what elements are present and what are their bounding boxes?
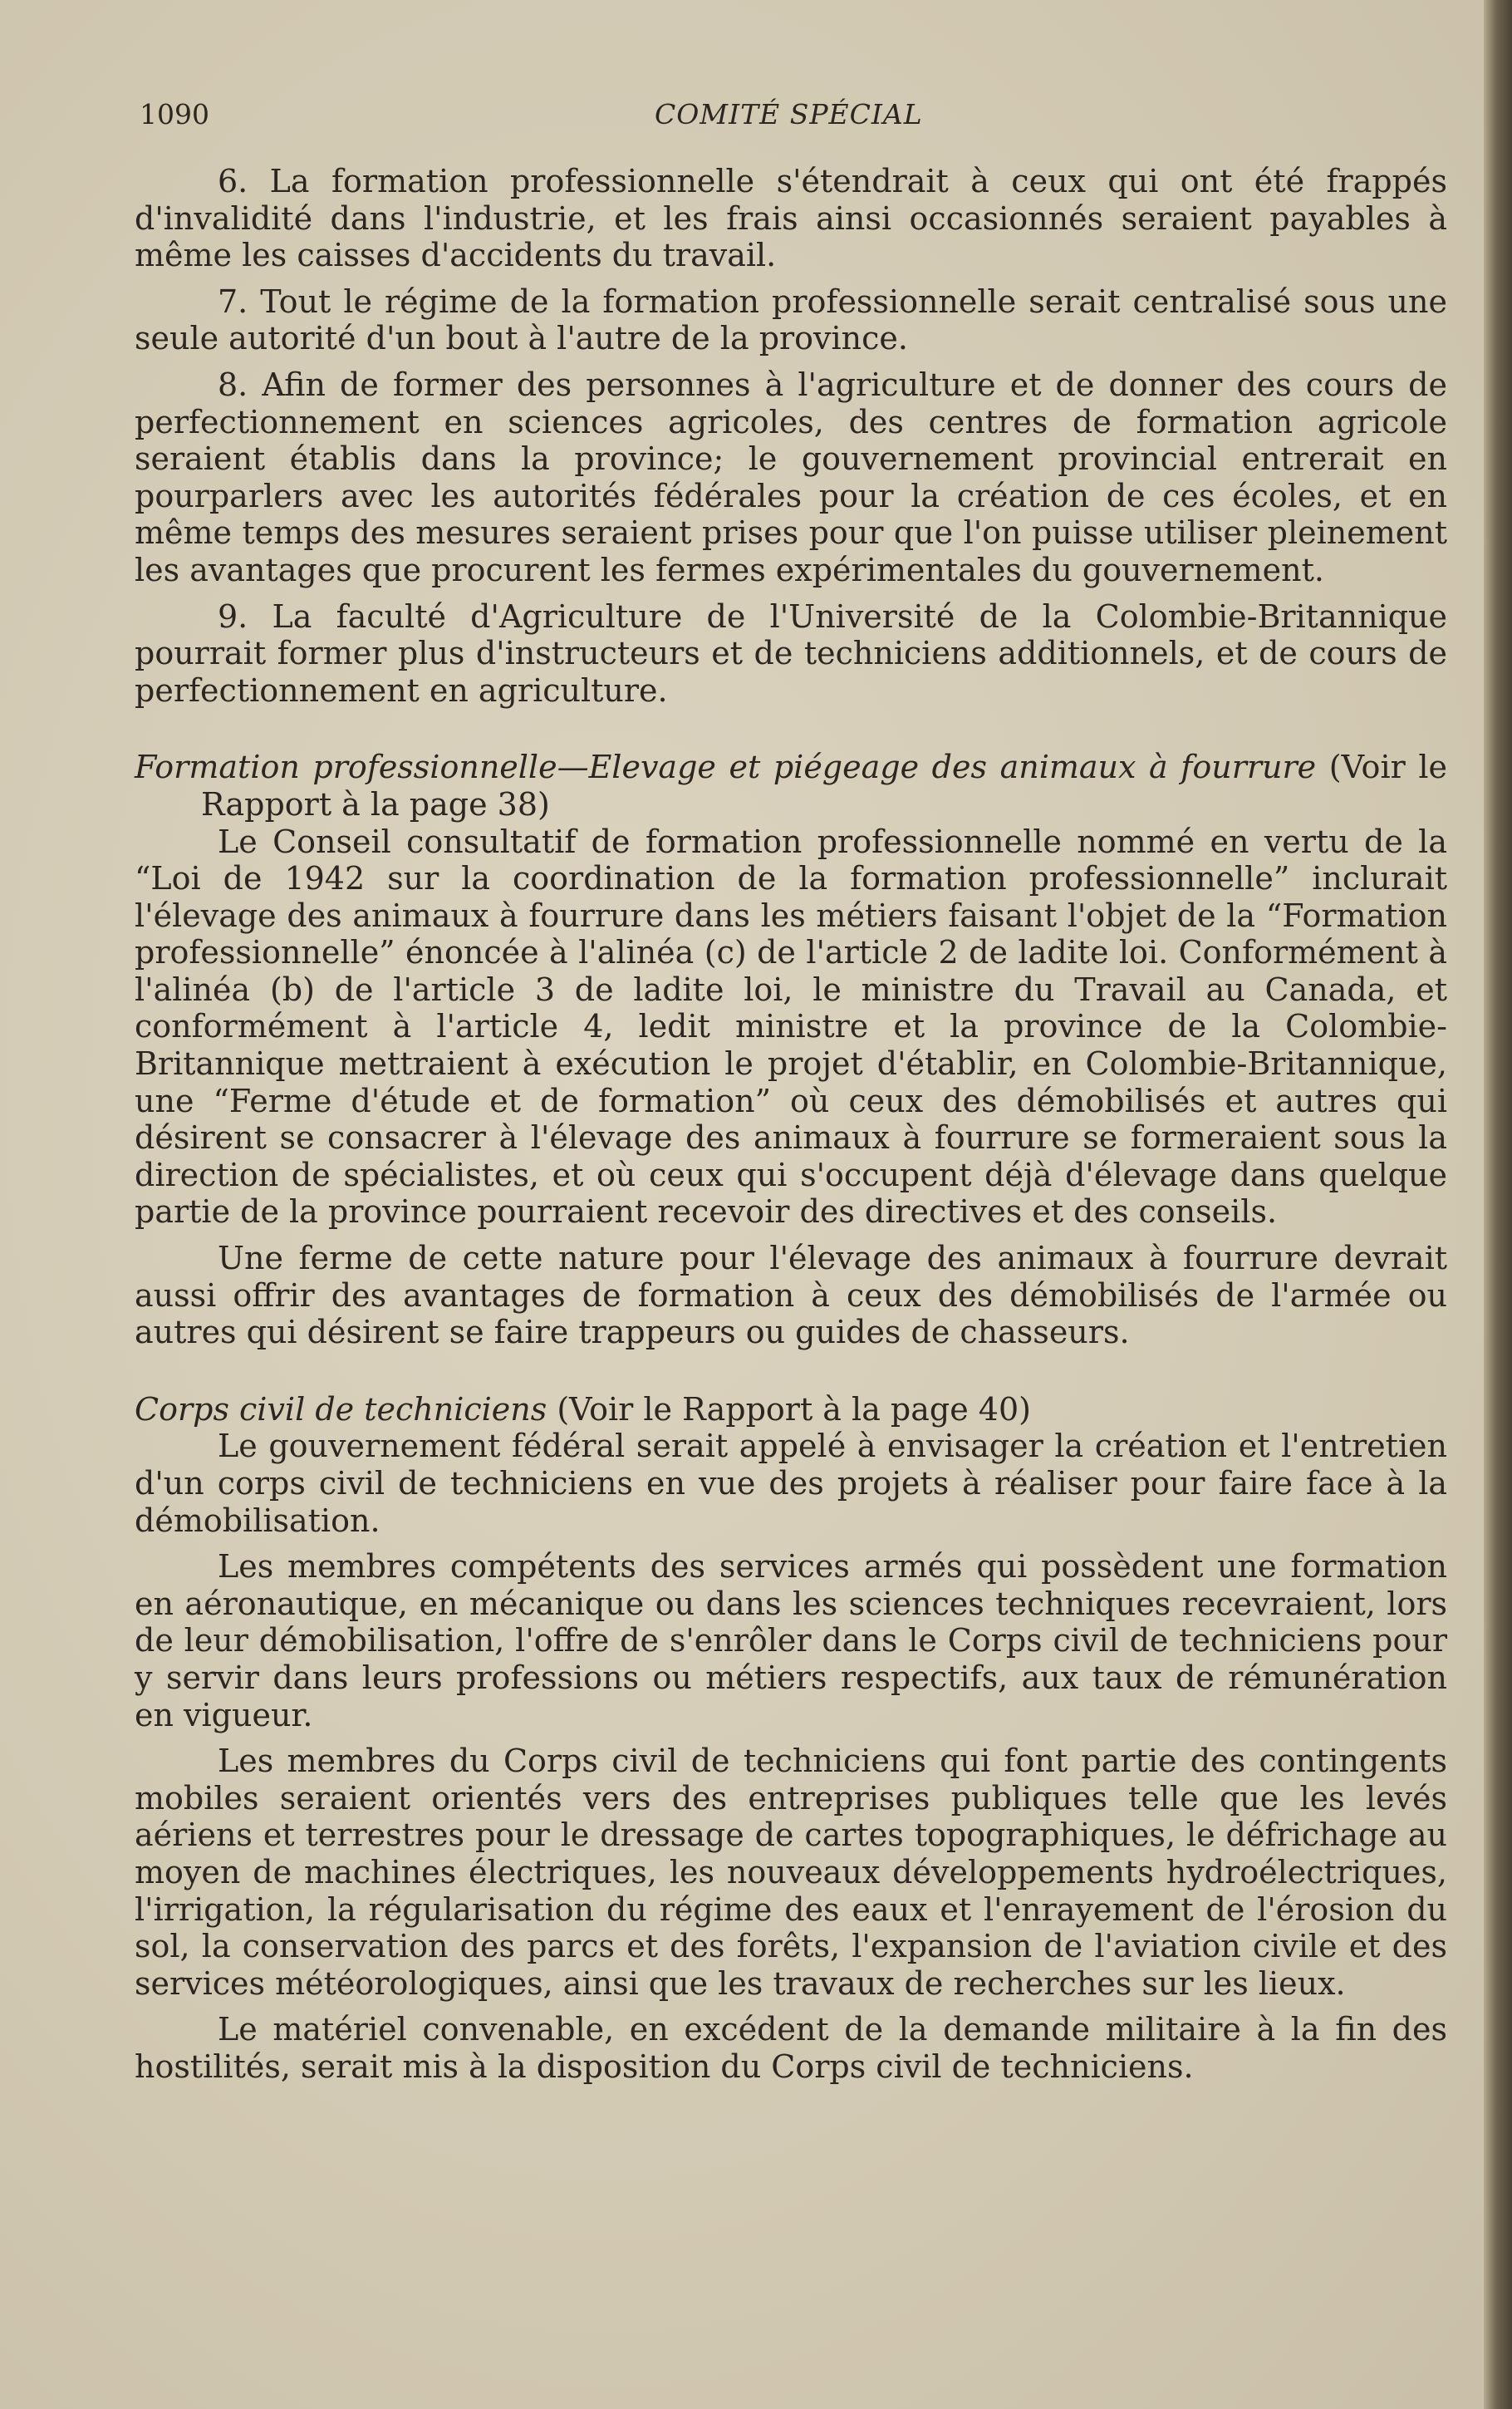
section-heading-title: Formation professionnelle—Elevage et piégeage des animaux à fourrure bbox=[135, 749, 1317, 786]
page-edge-shadow bbox=[1484, 0, 1512, 2409]
paragraph-corps-creation: Le gouvernement fédéral serait appelé à envisager la création et l'entretien d'un corps civil de techniciens en vue des projets à réaliser pour faire face à la démobilisation. bbox=[135, 1428, 1447, 1539]
paragraph-fur-trappers: Une ferme de cette nature pour l'élevage des animaux à fourrure devrait aussi offrir des avantages de formation à ceux des démobilisés de l'armée ou autres qui désirent se faire trappeurs ou guides de chasseurs. bbox=[135, 1240, 1447, 1351]
page-body bbox=[135, 163, 1447, 2095]
paragraph-corps-members: Les membres compétents des services armés qui possèdent une formation en aéronautique, en mécanique ou dans les sciences techniques recevraient, lors de leur démobilisation, l'offre de s'enrôler dans le Corps civil de techniciens pour y servir dans leurs professions ou métiers respectifs, aux taux de rémunération en vigueur. bbox=[135, 1548, 1447, 1733]
section-heading-fur-farming bbox=[135, 749, 1447, 823]
paragraph-item-9: 9. La faculté d'Agriculture de l'Université de la Colombie-Britannique pourrait former plus d'instructeurs et de techniciens additionnels, et de cours de perfectionnement en agriculture. bbox=[135, 597, 1447, 709]
section-heading-technicians-corps bbox=[135, 1391, 1447, 1428]
paragraph-fur-advisory-council: Le Conseil consultatif de formation professionnelle nommé en vertu de la “Loi de 1942 sur la coordination de la formation professionnelle” inclurait l'élevage des animaux à fourrure dans les métiers faisant l'objet de la “Formation professionnelle” énoncée à l'alinéa (c) de l'article 2 de ladite loi. Conformément à l'alinéa (b) de l'article 3 de ladite loi, le ministre du Travail au Canada, et conformément à l'article 4, ledit ministre et la province de la Colombie-Britannique mettraient à exécution le projet d'établir, en Colombie-Britannique, une “Ferme d'étude et de formation” où ceux des démobilisés et autres qui désirent se consacrer à l'élevage des animaux à fourrure se formeraient sous la direction de spécialistes, et où ceux qui s'occupent déjà d'élevage dans quelque partie de la province pourraient recevoir des directives et des conseils. bbox=[135, 823, 1447, 1231]
paragraph-item-8: 8. Afin de former des personnes à l'agriculture et de donner des cours de perfectionnement en sciences agricoles, des centres de formation agricole seraient établis dans la province; le gouvernement provincial entrerait en pourparlers avec les autorités fédérales pour la création de ces écoles, et en même temps des mesures seraient prises pour que l'on puisse utiliser pleinement les avantages que procurent les fermes expérimentales du gouvernement. bbox=[135, 366, 1447, 588]
section-heading-reference: (Voir le Rapport à la page 40) bbox=[557, 1390, 1031, 1428]
paragraph-corps-projects: Les membres du Corps civil de techniciens qui font partie des contingents mobiles seraient orientés vers des entreprises publiques telle que les levés aériens et terrestres pour le dressage de cartes topographiques, le défrichage au moyen de machines électriques, les nouveaux développements hydroélectriques, l'irrigation, la régularisation du régime des eaux et l'enrayement de l'érosion du sol, la conservation des parcs et des forêts, l'expansion de l'aviation civile et des services météorologiques, ainsi que les travaux de recherches sur les lieux. bbox=[135, 1743, 1447, 2002]
paragraph-corps-equipment: Le matériel convenable, en excédent de la demande militaire à la fin des hostilités, serait mis à la disposition du Corps civil de techniciens. bbox=[135, 2011, 1447, 2085]
page-number: 1090 bbox=[140, 98, 209, 130]
paragraph-item-6: 6. La formation professionnelle s'étendrait à ceux qui ont été frappés d'invalidité dans l'industrie, et les frais ainsi occasionnés seraient payables à même les caisses d'accidents du travail. bbox=[135, 163, 1447, 274]
section-heading-reference: (Voir le Rapport à la page 38) bbox=[201, 749, 1447, 823]
paragraph-item-7: 7. Tout le régime de la formation professionnelle serait centralisé sous une seule autorité d'un bout à l'autre de la province. bbox=[135, 283, 1447, 357]
running-title: COMITÉ SPÉCIAL bbox=[655, 98, 923, 130]
page-header bbox=[140, 98, 1452, 138]
section-heading-title: Corps civil de techniciens bbox=[135, 1390, 547, 1428]
